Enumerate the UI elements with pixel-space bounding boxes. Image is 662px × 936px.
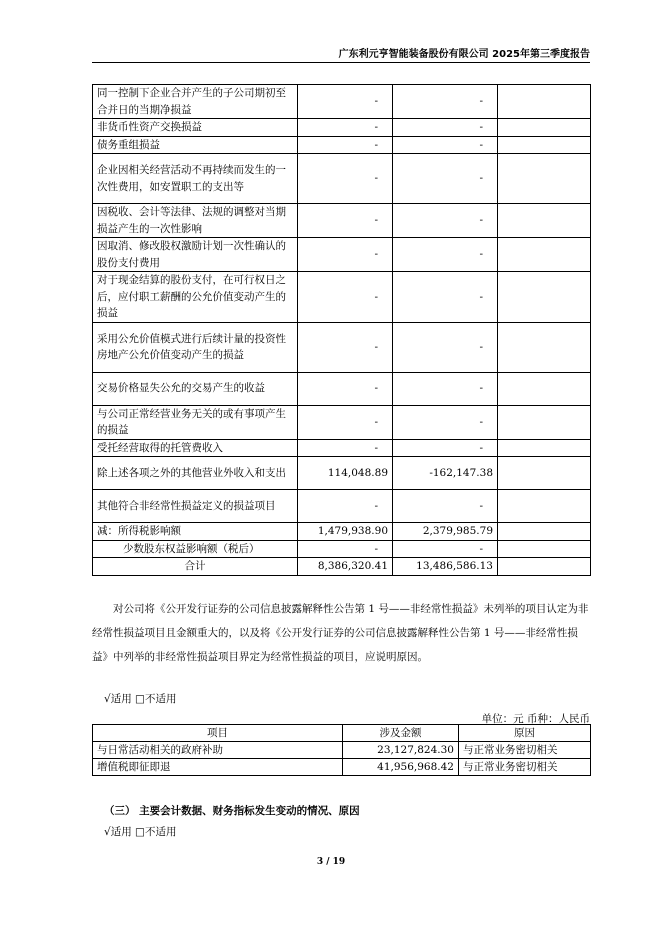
row-note-cell [498, 322, 591, 372]
table-row [93, 154, 591, 204]
row-note-cell [498, 540, 591, 558]
table-row [93, 540, 591, 558]
non-recurring-gains-table [92, 84, 591, 576]
row-note-cell [498, 204, 591, 238]
row-note-cell [498, 490, 591, 523]
row-ytd-value: - [393, 238, 498, 272]
row-note-cell [498, 154, 591, 204]
row-item-label: 因取消、修改股权激励计划一次性确认的股份支付费用 [93, 238, 298, 272]
row-item-label: 除上述各项之外的其他营业外收入和支出 [93, 457, 298, 490]
row-item-label: 与日常活动相关的政府补助 [93, 742, 343, 759]
header-amount: 涉及金额 [343, 725, 459, 742]
table-row [93, 272, 591, 323]
table-row [93, 490, 591, 523]
row-current-value: - [298, 490, 393, 523]
row-item-label: 采用公允价值模式进行后续计量的投资性房地产公允价值变动产生的损益 [93, 322, 298, 372]
row-reason: 与正常业务密切相关 [459, 759, 591, 776]
row-item-label: 其他符合非经常性损益定义的损益项目 [93, 490, 298, 523]
row-amount: 23,127,824.30 [343, 742, 459, 759]
row-ytd-value: - [393, 136, 498, 154]
row-current-value: - [298, 540, 393, 558]
row-ytd-value: - [393, 490, 498, 523]
row-note-cell [498, 372, 591, 405]
row-ytd-value: - [393, 119, 498, 137]
row-current-value: - [298, 136, 393, 154]
row-ytd-value: - [393, 405, 498, 439]
row-item-label: 同一控制下企业合并产生的子公司期初至合并日的当期净损益 [93, 85, 298, 119]
table-row [93, 85, 591, 119]
row-reason: 与正常业务密切相关 [459, 742, 591, 759]
row-note-cell [498, 439, 591, 457]
section-title: （三） 主要会计数据、财务指标发生变动的情况、原因 [104, 805, 360, 817]
table-row [93, 204, 591, 238]
row-item-label: 少数股东权益影响额（税后） [93, 540, 298, 558]
table-row [93, 523, 591, 541]
row-current-value: 8,386,320.41 [298, 558, 393, 576]
row-note-cell [498, 119, 591, 137]
row-note-cell [498, 457, 591, 490]
table-row [93, 119, 591, 137]
header-item: 项目 [93, 725, 343, 742]
row-note-cell [498, 238, 591, 272]
row-note-cell [498, 405, 591, 439]
row-note-cell [498, 523, 591, 541]
table-row [93, 136, 591, 154]
row-note-cell [498, 85, 591, 119]
row-ytd-value: - [393, 322, 498, 372]
table-row [93, 439, 591, 457]
row-item-label: 对于现金结算的股份支付，在可行权日之后，应付职工薪酬的公允价值变动产生的损益 [93, 272, 298, 323]
table-row [93, 372, 591, 405]
row-current-value: - [298, 272, 393, 323]
row-ytd-value: - [393, 85, 498, 119]
row-ytd-value: - [393, 154, 498, 204]
row-ytd-value: - [393, 204, 498, 238]
table-row [93, 759, 591, 776]
row-ytd-value: - [393, 372, 498, 405]
recurring-items-table [92, 724, 591, 776]
table-row [93, 322, 591, 372]
unit-currency-line: 单位：元 币种：人民币 [481, 713, 590, 725]
row-current-value: - [298, 119, 393, 137]
row-note-cell [498, 558, 591, 576]
row-item-label: 债务重组损益 [93, 136, 298, 154]
row-current-value: - [298, 85, 393, 119]
row-item-label: 企业因相关经营活动不再持续而发生的一次性费用，如安置职工的支出等 [93, 154, 298, 204]
row-current-value: 114,048.89 [298, 457, 393, 490]
table-row [93, 558, 591, 576]
page-number: 3 / 19 [316, 857, 346, 867]
row-ytd-value: - [393, 439, 498, 457]
row-current-value: 1,479,938.90 [298, 523, 393, 541]
row-item-label: 非货币性资产交换损益 [93, 119, 298, 137]
table-row [93, 457, 591, 490]
applicable-choice-1: √适用 □不适用 [104, 693, 177, 705]
row-ytd-value: -162,147.38 [393, 457, 498, 490]
row-ytd-value: 13,486,586.13 [393, 558, 498, 576]
row-amount: 41,956,968.42 [343, 759, 459, 776]
row-current-value: - [298, 372, 393, 405]
applicable-choice-2: √适用 □不适用 [104, 826, 177, 838]
row-ytd-value: - [393, 272, 498, 323]
row-current-value: - [298, 405, 393, 439]
row-item-label: 与公司正常经营业务无关的或有事项产生的损益 [93, 405, 298, 439]
row-note-cell [498, 272, 591, 323]
row-ytd-value: - [393, 540, 498, 558]
table-header-row [93, 725, 591, 742]
row-current-value: - [298, 439, 393, 457]
row-item-label: 因税收、会计等法律、法规的调整对当期损益产生的一次性影响 [93, 204, 298, 238]
row-current-value: - [298, 322, 393, 372]
row-item-label: 受托经营取得的托管费收入 [93, 439, 298, 457]
report-header: 广东利元亨智能装备股份有限公司 2025年第三季度报告 [338, 49, 590, 60]
row-ytd-value: 2,379,985.79 [393, 523, 498, 541]
table-row [93, 742, 591, 759]
explanation-paragraph: 对公司将《公开发行证券的公司信息披露解释性公告第 1 号——非经常性损益》未列举的项目认定为非经常性损益项目且金额重大的，以及将《公开发行证券的公司信息披露解释性公告第 1 号——非经常性损益》中列举的非经常性损益项目界定为经常性损益的项目，应说明原因。 [92, 603, 589, 663]
row-item-label: 合计 [93, 558, 298, 576]
row-item-label: 增值税即征即退 [93, 759, 343, 776]
table-row [93, 405, 591, 439]
header-reason: 原因 [459, 725, 591, 742]
row-current-value: - [298, 238, 393, 272]
row-current-value: - [298, 154, 393, 204]
row-current-value: - [298, 204, 393, 238]
table-row [93, 238, 591, 272]
row-item-label: 交易价格显失公允的交易产生的收益 [93, 372, 298, 405]
row-item-label: 减：所得税影响额 [93, 523, 298, 541]
header-divider [92, 62, 590, 63]
row-note-cell [498, 136, 591, 154]
